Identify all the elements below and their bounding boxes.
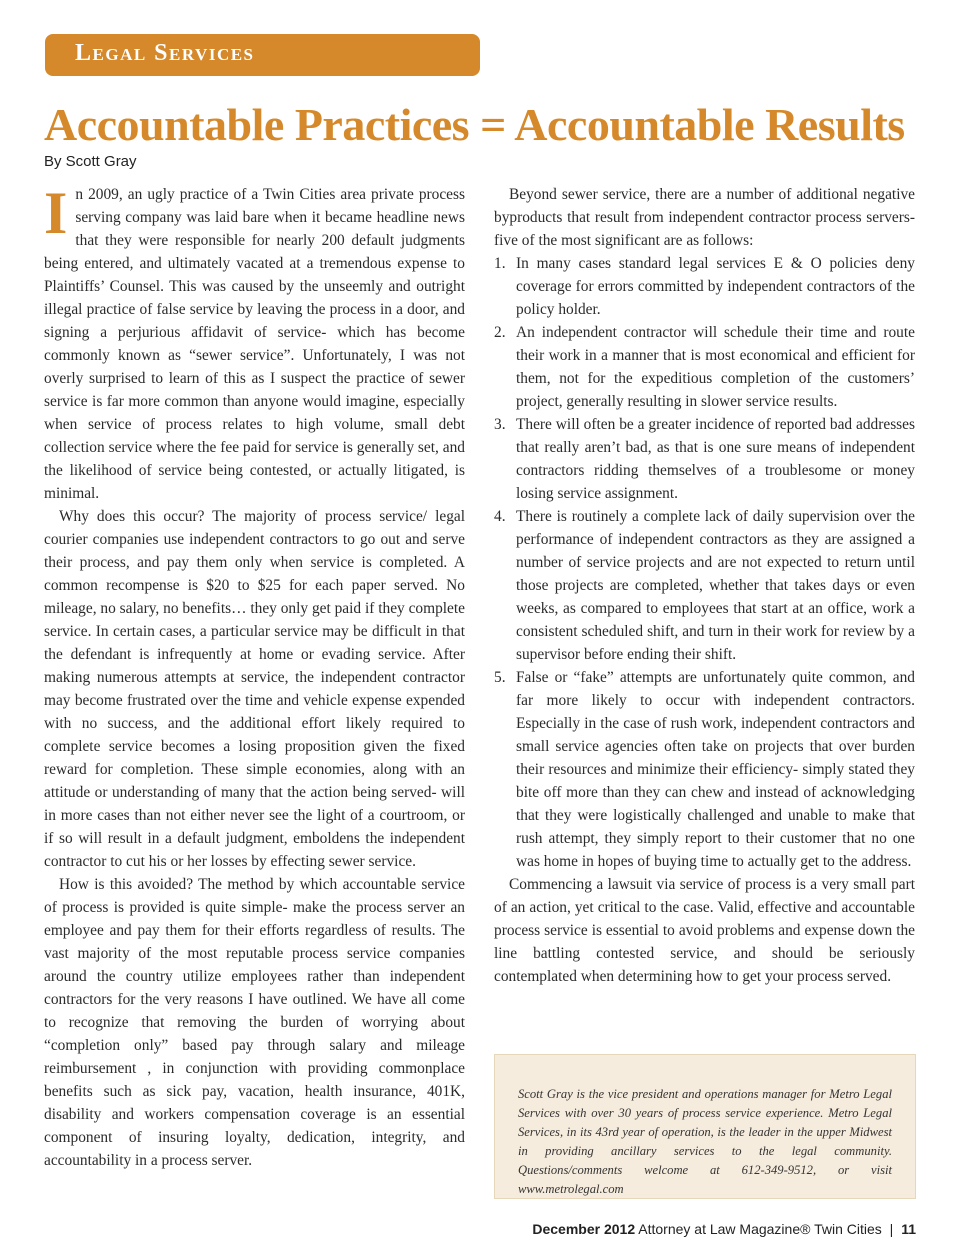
article-column-left	[44, 180, 465, 1172]
paragraph-byproducts: Beyond sewer service, there are a number of additional negative byproducts that result from independent contractor process servers- five of the most significant are as follows:	[494, 186, 915, 249]
footer-date: December 2012	[532, 1221, 636, 1237]
paragraph-how: How is this avoided? The method by which accountable service of process is provided is quite simple- make the process server an employee and pay them for their efforts regardless of results. The vast majority of the most reputable process service companies around the country utilize employees rather than independent contractors for the very reasons I have outlined. We have all come to recognize that removing the burden of worrying about “completion only” based pay through salary and mileage reimbursement , in conjunction with providing commonplace benefits such as sick pay, vacation, health insurance, 401K, disability and workers compensation coverage is an essential component of insuring loyalty, dedication, integrity, and accountability in a process server.	[44, 876, 465, 1169]
section-label-tab	[45, 34, 480, 76]
list-item	[494, 321, 915, 413]
list-number: 2.	[494, 324, 506, 341]
list-number: 1.	[494, 255, 506, 272]
author-bio-box	[494, 1054, 916, 1199]
list-item	[494, 505, 915, 666]
list-text: In many cases standard legal services E & O policies deny coverage for errors committed by independent contractors of the policy holder.	[516, 255, 915, 318]
byline: By Scott Gray	[44, 153, 137, 170]
list-number: 3.	[494, 416, 506, 433]
list-text: There is routinely a complete lack of daily supervision over the performance of independent contractors as they are assigned a number of service projects and are not expected to return until those projects are completed, whether that takes days or even weeks, as compared to employees that start at an office, work a consistent scheduled shift, and turn in their work for review by a supervisor before ending their shift.	[516, 508, 915, 663]
list-item	[494, 252, 915, 321]
page-number: 11	[901, 1221, 916, 1237]
list-text: False or “fake” attempts are unfortunately quite common, and far more likely to occur with independent contractors. Especially in the case of rush work, independent contractors and small service agencies often take on projects that over burden their resources and minimize their efficiency- simply stated they bite off more than they can chew and instead of acknowledging that they were logistically challenged and unable to make that rush attempt, they simply report to their customer that no one was home in hopes of buying time to actually get to the address.	[516, 669, 915, 870]
list-text: An independent contractor will schedule their time and route their work in a manner that is most economical and efficient for them, not for the expeditious completion of the customers’ project, generally resulting in slower service results.	[516, 324, 915, 410]
list-number: 5.	[494, 669, 506, 686]
footer-magazine: Attorney at Law Magazine® Twin Cities	[638, 1221, 882, 1237]
byproducts-list	[494, 252, 915, 873]
list-number: 4.	[494, 508, 506, 525]
list-text: There will often be a greater incidence of reported bad addresses that really aren’t bad, as that is one sure means of independent contractors ridding themselves of a troublesome or money losing service assignment.	[516, 416, 915, 502]
footer-separator: |	[889, 1221, 894, 1237]
paragraph-intro-text: n 2009, an ugly practice of a Twin Cities area private process serving company was laid bare when it became headline news that they were responsible for nearly 200 default judgments being entered, and ultimately vacated at a tremendous expense to Plaintiffs’ Counsel. This was caused by the unseemly and outright illegal practice of false service by leaving the process in a door, and signing a perjurious affidavit of service- which has become commonly known as “sewer service”. Unfortunately, I was not overly surprised to learn of this as I suspect the practice of sewer service is far more common than anyone would imagine, especially when service of process relates to high volume, small debt collection service where the fee paid for service is generally set, and the likelihood of service being contested, or actually litigated, is minimal.	[44, 186, 465, 502]
article-title: Accountable Practices = Accountable Results	[44, 99, 905, 150]
paragraph-conclusion: Commencing a lawsuit via service of process is a very small part of an action, yet critical to the case. Valid, effective and accountable process service is essential to avoid problems and expense down the line battling contested service, and should be seriously contemplated when determining how to get your process served.	[494, 876, 915, 985]
list-item	[494, 413, 915, 505]
drop-cap: I	[44, 180, 68, 246]
paragraph-why: Why does this occur? The majority of process service/ legal courier companies use independent contractors to go out and serve their process, and pay them only when service is completed. A common recompense is $20 to $25 for each paper served. No mileage, no salary, no benefits… they only get paid if they complete service. In certain cases, a particular service may be difficult in that the defendant is infrequently at home or evading service. After making numerous attempts at service, the independent contractor may become frustrated over the time and vehicle expense expended with no success, and the additional effort likely required to complete service becomes a losing proposition given the fixed reward for completion. These simple economies, along with an attitude or understanding of many that the action being served- will in more cases than not either never see the light of a courtroom, or if so will result in a default judgment, emboldens the independent contractor to cut his or her losses by effecting sewer service.	[44, 508, 465, 870]
page-footer	[532, 1221, 916, 1237]
paragraph-intro	[44, 180, 465, 505]
list-item	[494, 666, 915, 873]
section-label: Legal Services	[75, 40, 255, 66]
author-bio-text: Scott Gray is the vice president and operations manager for Metro Legal Services with over 30 years of process service experience. Metro Legal Services, in its 43rd year of operation, is the leader in the upper Midwest in providing ancillary services to the legal community. Questions/comments welcome at 612-349-9512, or visit www.metrolegal.com	[518, 1087, 892, 1196]
article-column-right	[494, 183, 915, 988]
